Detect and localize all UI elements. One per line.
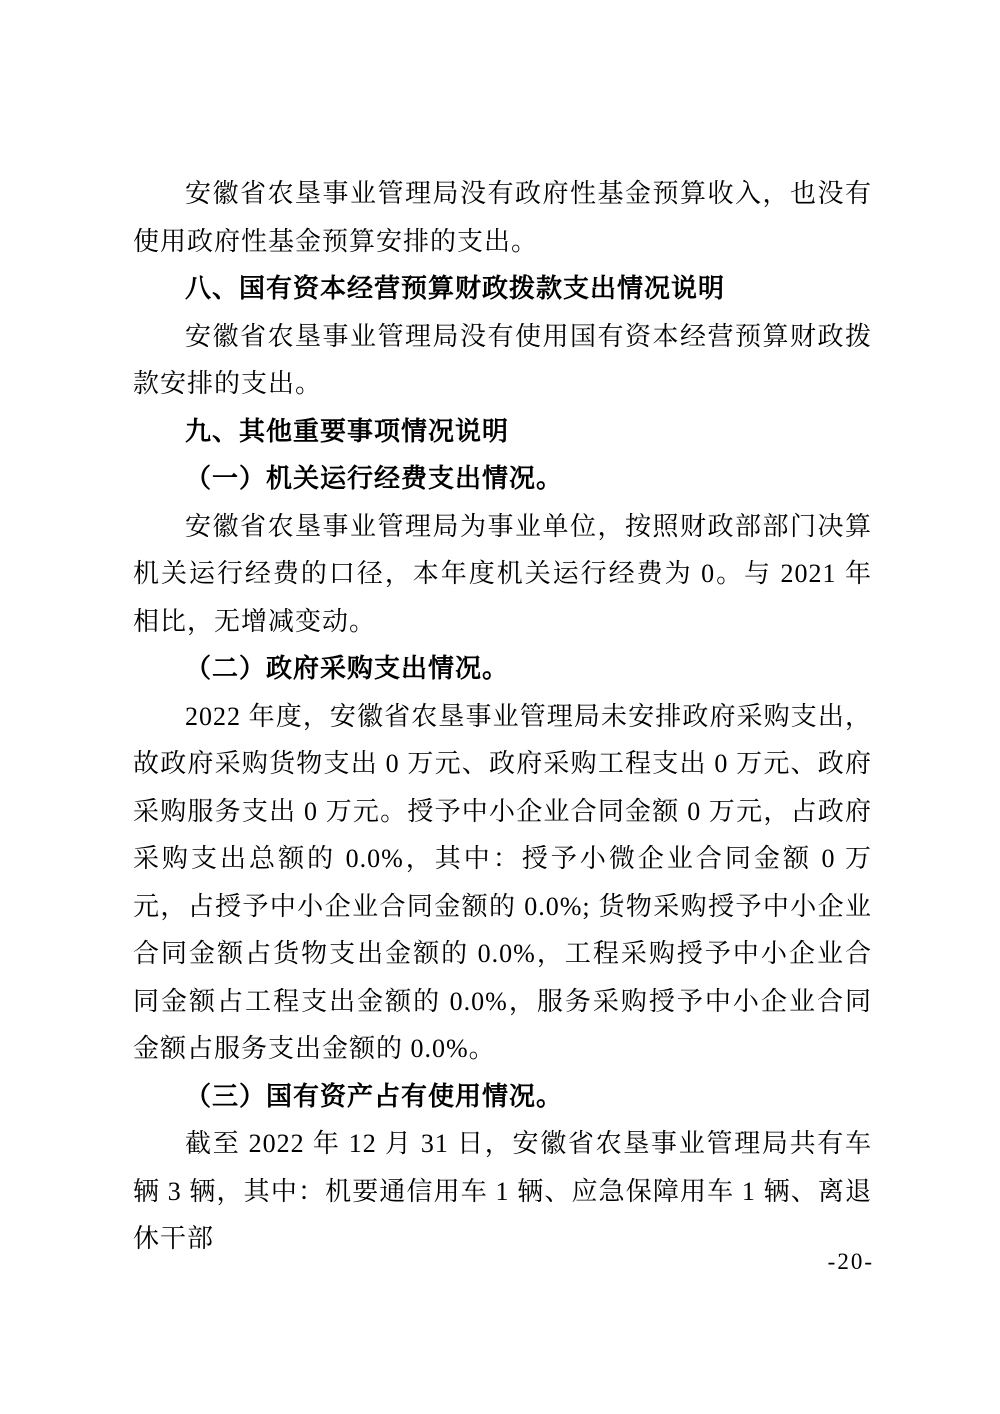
section-heading-8-state-capital-budget: 八、国有资本经营预算财政拨款支出情况说明 — [185, 273, 726, 303]
paragraph-government-fund-income: 安徽省农垦事业管理局没有政府性基金预算收入，也没有使用政府性基金预算安排的支出。 — [133, 179, 872, 256]
subsection-heading-3-state-assets-usage: （三）国有资产占有使用情况。 — [185, 1081, 564, 1111]
section-heading-9-other-important-matters: 九、其他重要事项情况说明 — [185, 415, 510, 446]
paragraph-government-procurement: 2022 年度，安徽省农垦事业管理局未安排政府采购支出，故政府采购货物支出 0 万元、政府采购工程支出 0 万元、政府采购服务支出 0 万元。授予中小企业合同金额 0 万元，占政府采购支出总额的 0.0%，其中：授予小微企业合同金额 0 万元，占授予中小企业合同金额的 0.0%; 货物采购授予中小企业合同金额占货物支出金额的 0.0%，工程采购授予中小企业合同金额占工程支出金额的 0.0%，服务采购授予中小企业合同金额占服务支出金额的 0.0%。 — [133, 701, 872, 1063]
page-number: -20- — [827, 1249, 874, 1274]
paragraph-operating-expenses: 安徽省农垦事业管理局为事业单位，按照财政部部门决算机关运行经费的口径，本年度机关运行经费为 0。与 2021 年相比，无增减变动。 — [133, 511, 872, 636]
paragraph-state-assets-vehicles: 截至 2022 年 12 月 31 日，安徽省农垦事业管理局共有车辆 3 辆，其中：机要通信用车 1 辆、应急保障用车 1 辆、离退休干部 — [133, 1129, 872, 1253]
subsection-heading-1-operating-expenses: （一）机关运行经费支出情况。 — [185, 464, 564, 493]
subsection-heading-2-government-procurement: （二）政府采购支出情况。 — [185, 654, 510, 683]
paragraph-state-capital-budget: 安徽省农垦事业管理局没有使用国有资本经营预算财政拨款安排的支出。 — [133, 321, 872, 398]
page-body-text — [133, 170, 872, 1263]
